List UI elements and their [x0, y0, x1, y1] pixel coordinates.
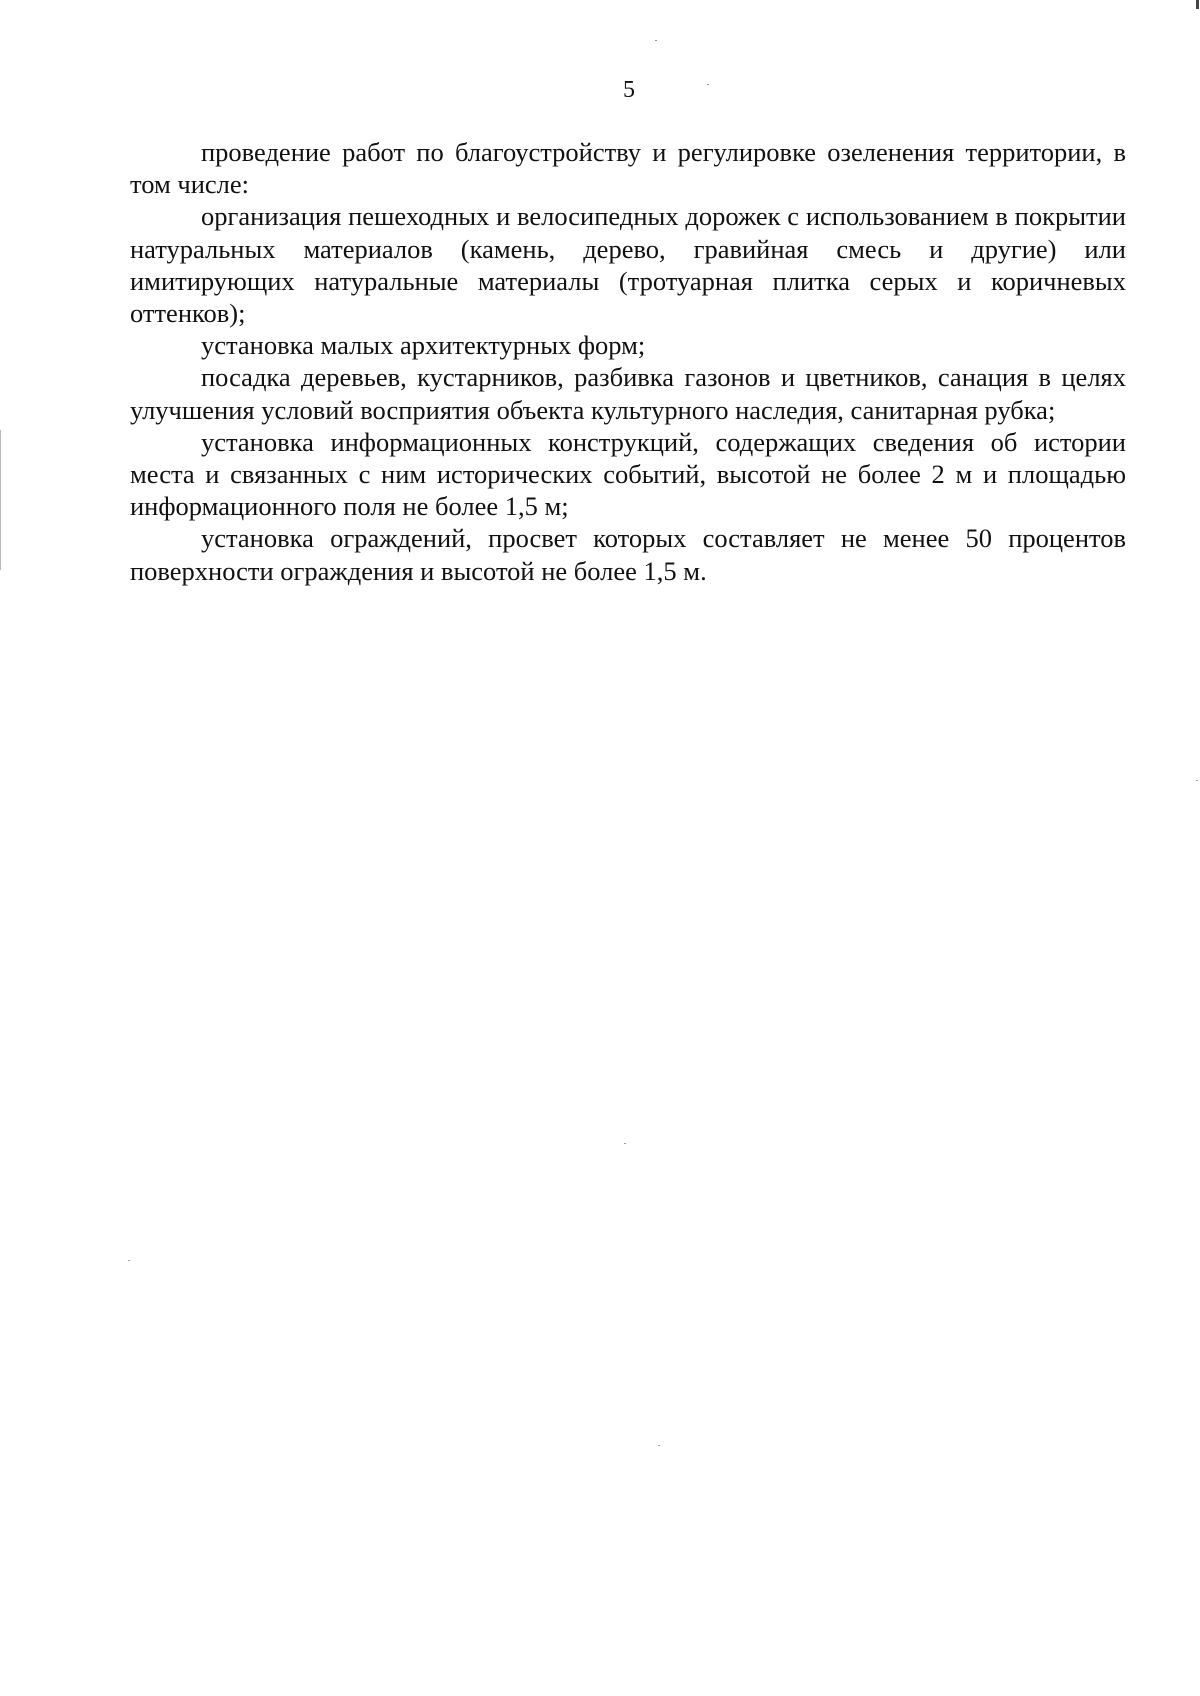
paragraph-planting: посадка деревьев, кустарников, разбивка газонов и цветников, санация в целях улучшения условий восприятия объекта культурного наследия, санитарная рубка; [130, 362, 1126, 425]
paragraph-fences: установка ограждений, просвет которых составляет не менее 50 процентов поверхности ограждения и высотой не более 1,5 м. [130, 523, 1126, 586]
scan-speck [624, 1143, 626, 1144]
scan-edge-mark [1196, 0, 1199, 9]
scan-speck [1196, 780, 1198, 781]
scan-speck [658, 1445, 660, 1446]
scan-speck [655, 40, 657, 41]
paragraph-paths: организация пешеходных и велосипедных дорожек с использованием в покрытии натуральных материалов (камень, дерево, гравийная смесь и другие) или имитирующих натуральные материалы (тротуарная плитка серых и коричневых оттенков); [130, 201, 1126, 329]
document-body [130, 136, 1126, 587]
scan-edge-line [0, 430, 1, 570]
paragraph-architectural-forms: установка малых архитектурных форм; [201, 330, 646, 361]
scan-speck [707, 84, 709, 85]
paragraph-info-structures: установка информационных конструкций, содержащих сведения об истории места и связанных с ним исторических событий, высотой не более 2 м и площадью информационного поля не более 1,5 м; [130, 426, 1126, 522]
page-number: 5 [623, 77, 635, 103]
scan-speck [128, 1260, 130, 1261]
paragraph-landscaping: проведение работ по благоустройству и регулировке озеленения территории, в том числе: [130, 137, 1126, 200]
